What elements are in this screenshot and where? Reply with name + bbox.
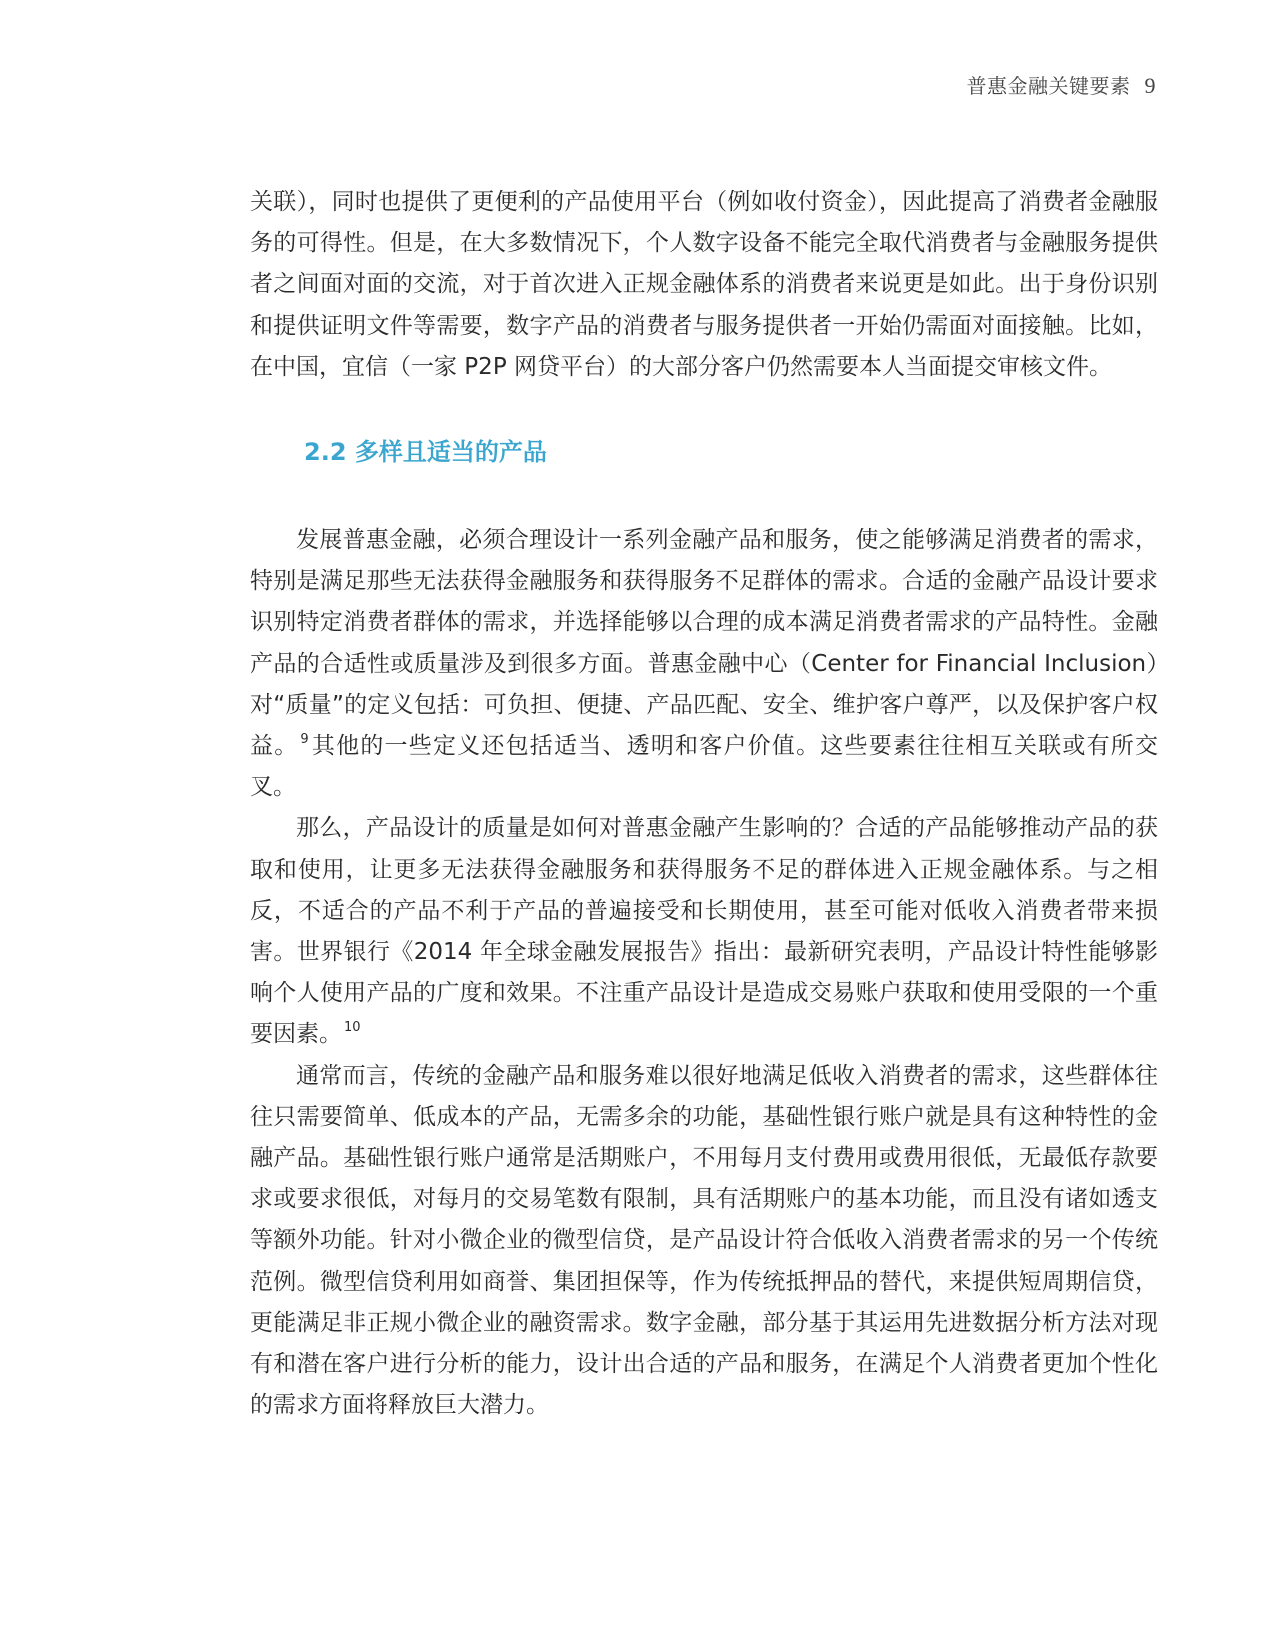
paragraph-product-design xyxy=(250,520,1158,808)
paragraph-text: 发展普惠金融，必须合理设计一系列金融产品和服务，使之能够满足消费者的需求，特别是满足那些无法获得金融服务和获得服务不足群体的需求。合适的金融产品设计要求识别特定消费者群体的需求，并选择能够以合理的成本满足消费者需求的产品特性。金融产品的合适性或质量涉及到很多方面。普惠金融中心（Center for Financial Inclusion）对“质量”的定义包括：可负担、便捷、产品匹配、安全、维护客户尊严，以及保护客户权益。 xyxy=(250,527,1158,760)
page-body xyxy=(250,182,1158,1426)
paragraph-continuation: 关联），同时也提供了更便利的产品使用平台（例如收付资金），因此提高了消费者金融服务的可得性。但是，在大多数情况下，个人数字设备不能完全取代消费者与金融服务提供者之间面对面的交流，对于首次进入正规金融体系的消费者来说更是如此。出于身份识别和提供证明文件等需要，数字产品的消费者与服务提供者一开始仍需面对面接触。比如，在中国，宜信（一家 P2P 网贷平台）的大部分客户仍然需要本人当面提交审核文件。 xyxy=(250,189,1158,380)
paragraph-text: 其他的一些定义还包括适当、透明和客户价值。这些要素往往相互关联或有所交叉。 xyxy=(250,733,1159,801)
paragraph-traditional-products: 通常而言，传统的金融产品和服务难以很好地满足低收入消费者的需求，这些群体往往只需要简单、低成本的产品，无需多余的功能，基础性银行账户就是具有这种特性的金融产品。基础性银行账户通常是活期账户，不用每月支付费用或费用很低，无最低存款要求或要求很低，对每月的交易笔数有限制，具有活期账户的基本功能，而且没有诸如透支等额外功能。针对小微企业的微型信贷，是产品设计符合低收入消费者需求的另一个传统范例。微型信贷利用如商誉、集团担保等，作为传统抵押品的替代，来提供短周期信贷，更能满足非正规小微企业的融资需求。数字金融，部分基于其运用先进数据分析方法对现有和潜在客户进行分析的能力，设计出合适的产品和服务，在满足个人消费者更加个性化的需求方面将释放巨大潜力。 xyxy=(250,1062,1158,1419)
running-header xyxy=(967,70,1157,99)
footnote-ref-10[interactable]: 10 xyxy=(344,1020,361,1036)
section-heading: 2.2 多样且适当的产品 xyxy=(304,438,547,467)
header-title: 普惠金融关键要素 xyxy=(966,74,1131,98)
page-number: 9 xyxy=(1144,73,1156,98)
paragraph-text: 那么，产品设计的质量是如何对普惠金融产生影响的？合适的产品能够推动产品的获取和使用，让更多无法获得金融服务和获得服务不足的群体进入正规金融体系。与之相反，不适合的产品不利于产品的普遍接受和长期使用，甚至可能对低收入消费者带来损害。世界银行《2014 年全球金融发展报告》指出：最新研究表明，产品设计特性能够影响个人使用产品的广度和效果。不注重产品设计是造成交易账户获取和使用受限的一个重要因素。 xyxy=(250,815,1158,1048)
footnote-ref-9[interactable]: 9 xyxy=(300,732,309,748)
paragraph-design-quality xyxy=(250,808,1158,1055)
